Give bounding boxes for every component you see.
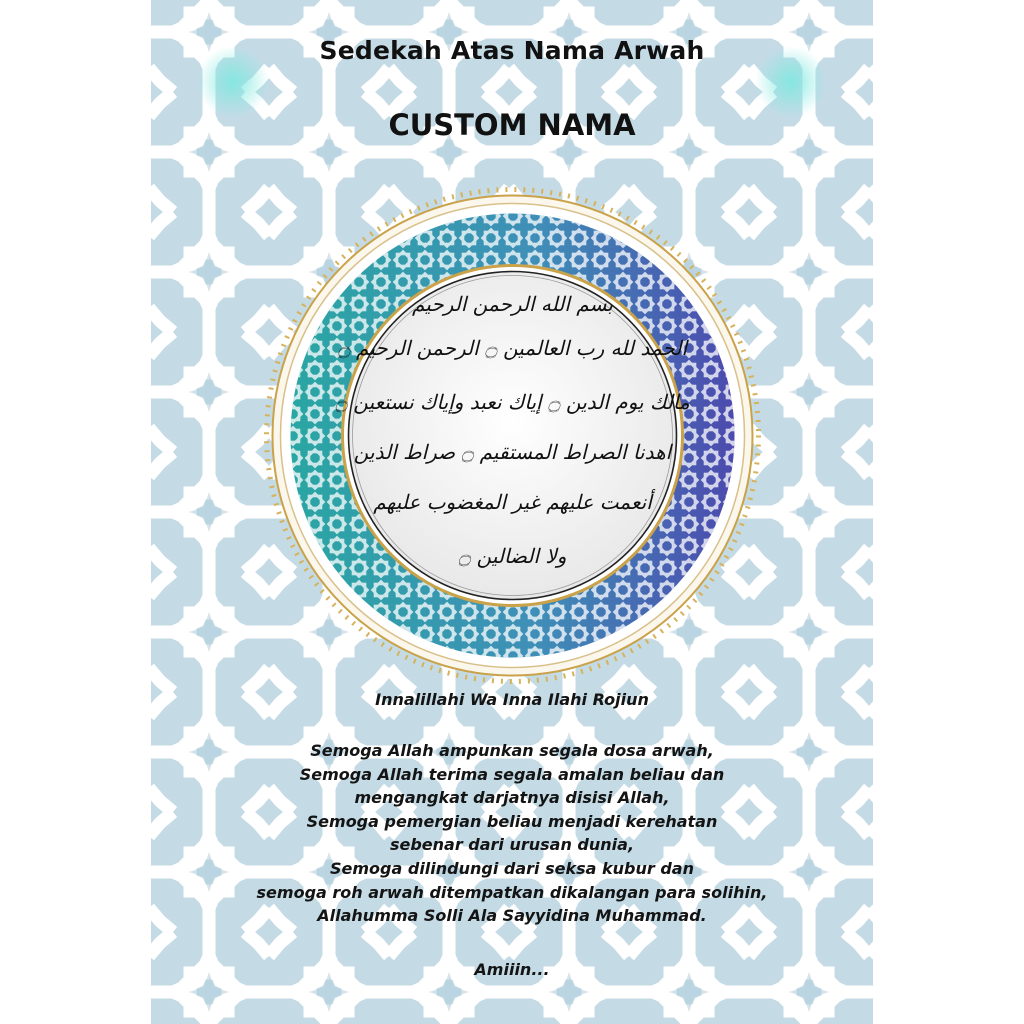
doa-line: Semoga Allah ampunkan segala dosa arwah, [310,741,714,760]
calligraphy-line-5: أنعمت عليهم غير المغضوب عليهم [373,490,652,514]
opening-line: Innalillahi Wa Inna Ilahi Rojiun [375,690,649,709]
calligraphy-line-4: اهدنا الصراط المستقيم ۝ صراط الذين [353,440,672,464]
poster-title: Sedekah Atas Nama Arwah [319,36,705,65]
doa-line: Semoga pemergian beliau menjadi kerehatan [306,811,718,831]
doa-line: semoga roh arwah ditempatkan dikalangan para solihin, [256,882,768,902]
calligraphy-medallion [260,183,765,688]
doa-line: mengangkat darjatnya disisi Allah, [354,788,670,808]
doa-line: sebenar dari urusan dunia, [389,835,635,855]
doa-line: Allahumma Solli Ala Sayyidina Muhammad. [317,906,707,926]
doa-text [151,739,873,928]
calligraphy-line-6: ولا الضالين ۝ [458,544,567,568]
calligraphy-line-1: بسم الله الرحمن الرحيم [411,292,614,316]
doa-line: Semoga dilindungi dari seksa kubur dan [330,858,694,878]
calligraphy-line-2: الحمد لله رب العالمين ۝ الرحمن الرحيم ۝ [337,336,688,360]
doa-line: Semoga Allah terima segala amalan beliau dan [299,764,725,784]
poster-subtitle: CUSTOM NAMA [388,108,636,142]
closing-amiin: Amiiin... [474,960,550,979]
poster [151,0,873,1024]
calligraphy-line-3: مالك يوم الدين ۝ إياك نعبد وإياك نستعين ۝ [335,390,690,414]
